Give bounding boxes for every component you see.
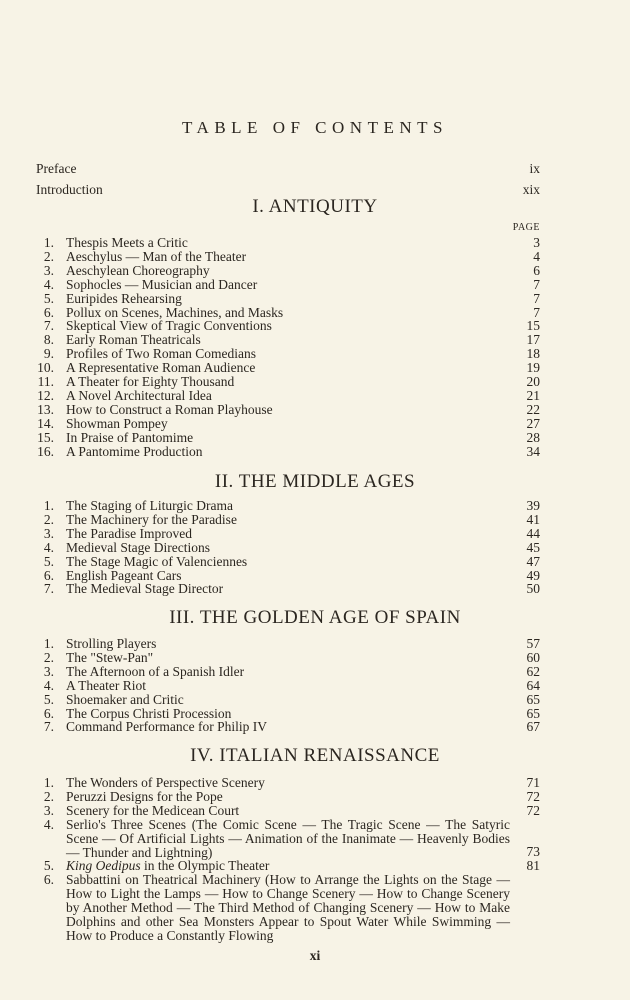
entry-number: 4. — [43, 276, 54, 292]
entry-page: 22 — [526, 401, 540, 417]
toc-row-page: xix — [522, 182, 540, 197]
toc-entry — [36, 873, 540, 943]
entry-page: 73 — [526, 844, 540, 860]
entry-title: The Paradise Improved — [66, 525, 192, 541]
entry-number: 11. — [37, 374, 54, 389]
entry-number: 6. — [43, 304, 54, 320]
entry-number: 1. — [43, 498, 54, 513]
entry-title-italic: King Oedipus — [66, 858, 141, 874]
toc-entry — [36, 790, 540, 804]
page-column-label: PAGE — [512, 222, 540, 233]
toc-entry — [36, 707, 540, 721]
toc-entry — [36, 417, 540, 431]
toc-entry — [36, 679, 540, 693]
entry-title: Scenery for the Medicean Court — [66, 802, 240, 818]
entry-number: 1. — [43, 775, 54, 790]
toc-entry — [36, 513, 540, 527]
entry-number: 5. — [43, 290, 54, 306]
entry-title — [66, 859, 510, 873]
entry-title: Medieval Stage Directions — [66, 539, 210, 555]
entry-page: 6 — [533, 262, 540, 278]
entry-page: 21 — [526, 387, 540, 403]
toc-entry — [36, 347, 540, 361]
toc-entry — [36, 499, 540, 513]
entry-number: 6. — [43, 705, 54, 721]
toc-entry — [36, 445, 540, 459]
entry-title: The Staging of Liturgic Drama — [66, 498, 233, 513]
toc-row-label: Introduction — [36, 182, 103, 197]
entry-page: 4 — [533, 248, 540, 264]
entry-title: A Novel Architectural Idea — [66, 387, 212, 403]
entry-title: The "Stew-Pan" — [66, 649, 154, 665]
entry-page: 34 — [526, 443, 540, 459]
entry-page: 67 — [526, 719, 540, 735]
entry-page: 71 — [526, 775, 540, 790]
entry-number: 3. — [43, 262, 54, 278]
entry-page: 45 — [526, 539, 540, 555]
entry-title: A Representative Roman Audience — [66, 360, 256, 376]
entry-number: 9. — [43, 346, 54, 362]
entry-title: Sabbattini on Theatrical Machinery (How to Arrange the Lights on the Stage — How to Light the Lamps — How to Change Scenery — How to Change Scenery by Another Method — The Third Method of Changing Scenery — How to Make Dolphins and other Sea Monsters Appear to Spout Water While Swimming — How to Produce a Constantly Flowing — [66, 872, 510, 944]
toc-entry — [36, 319, 540, 333]
entry-title: The Wonders of Perspective Scenery — [66, 775, 265, 790]
entry-title: Thespis Meets a Critic — [66, 235, 188, 250]
toc-entry — [36, 236, 540, 250]
entry-title-rest: in the Olympic Theater — [140, 858, 270, 874]
toc-entry — [36, 431, 540, 445]
entry-title: Aeschylean Choreography — [66, 262, 210, 278]
entry-page: 41 — [526, 511, 540, 527]
entry-number: 3. — [43, 802, 54, 818]
entry-title: A Theater Riot — [66, 677, 146, 693]
toc-entry — [36, 375, 540, 389]
entry-number: 12. — [37, 387, 54, 403]
toc-row-preface — [36, 162, 540, 176]
toc-entry — [36, 264, 540, 278]
entry-page: 17 — [526, 332, 540, 348]
entry-number: 4. — [43, 539, 54, 555]
entry-page: 65 — [526, 691, 540, 707]
entry-number: 7. — [43, 581, 54, 597]
toc-entry — [36, 527, 540, 541]
entry-number: 3. — [43, 663, 54, 679]
entry-number: 10. — [37, 360, 54, 376]
entry-page: 72 — [526, 802, 540, 818]
entry-title: In Praise of Pantomime — [66, 429, 194, 445]
entry-page: 7 — [533, 290, 540, 306]
toc-entry — [36, 582, 540, 596]
entry-number: 5. — [43, 553, 54, 569]
toc-entry — [36, 804, 540, 818]
entry-title: Showman Pompey — [66, 415, 168, 431]
entry-page: 44 — [526, 525, 540, 541]
toc-row-label: Preface — [36, 161, 77, 176]
section-heading: IV. ITALIAN RENAISSANCE — [190, 745, 440, 766]
entry-number: 6. — [43, 872, 54, 888]
entry-title: Profiles of Two Roman Comedians — [66, 346, 257, 362]
entry-number: 5. — [43, 691, 54, 707]
entry-title: Sophocles — Musician and Dancer — [66, 276, 258, 292]
entry-title: The Stage Magic of Valenciennes — [66, 553, 248, 569]
entry-number: 1. — [43, 235, 54, 250]
entry-number: 2. — [43, 248, 54, 264]
toc-row-page: ix — [529, 161, 540, 176]
entry-title: How to Construct a Roman Playhouse — [66, 401, 273, 417]
entry-title: Serlio's Three Scenes (The Comic Scene — The Tragic Scene — The Satyric Scene — Of Artificial Lights — Animation of the Inanimate — Heavenly Bodies — Thunder and Lightning) — [66, 816, 510, 860]
toc-entry — [36, 637, 540, 651]
entry-page: 81 — [526, 858, 540, 874]
entry-title: Shoemaker and Critic — [66, 691, 184, 707]
entry-page: 72 — [526, 788, 540, 804]
entry-page: 19 — [526, 360, 540, 376]
entry-page: 50 — [526, 581, 540, 597]
entry-title: Euripides Rehearsing — [66, 290, 182, 306]
toc-entry — [36, 720, 540, 734]
toc-entry — [36, 569, 540, 583]
toc-row-introduction — [36, 183, 540, 197]
toc-entry — [36, 403, 540, 417]
entry-number: 2. — [43, 511, 54, 527]
entry-number: 2. — [43, 788, 54, 804]
entry-page: 39 — [526, 498, 540, 513]
toc-entry — [36, 361, 540, 375]
toc-entry — [36, 541, 540, 555]
entry-number: 14. — [37, 415, 54, 431]
entry-number: 3. — [43, 525, 54, 541]
entry-title: Command Performance for Philip IV — [66, 719, 267, 735]
entry-page: 57 — [526, 636, 540, 651]
entry-page: 7 — [533, 304, 540, 320]
entry-page: 28 — [526, 429, 540, 445]
toc-entry — [36, 292, 540, 306]
page-number: xi — [309, 948, 321, 963]
toc-entry — [36, 665, 540, 679]
entry-number: 13. — [37, 401, 54, 417]
entry-title: The Corpus Christi Procession — [66, 705, 232, 721]
entry-title: The Medieval Stage Director — [66, 581, 224, 597]
section-heading: III. THE GOLDEN AGE OF SPAIN — [169, 607, 461, 628]
entry-title: Peruzzi Designs for the Pope — [66, 788, 223, 804]
toc-entry — [36, 555, 540, 569]
entry-number: 4. — [43, 677, 54, 693]
toc-entry — [36, 693, 540, 707]
entry-page: 62 — [526, 663, 540, 679]
entry-title: Aeschylus — Man of the Theater — [66, 248, 247, 264]
entry-number: 5. — [43, 858, 54, 874]
entry-number: 6. — [43, 567, 54, 583]
entry-page: 27 — [526, 415, 540, 431]
entry-title: A Theater for Eighty Thousand — [66, 374, 235, 389]
toc-entry — [36, 818, 540, 860]
entry-number: 2. — [43, 649, 54, 665]
entry-title: Strolling Players — [66, 636, 157, 651]
toc-entry — [36, 389, 540, 403]
toc-entry — [36, 250, 540, 264]
entry-page: 60 — [526, 649, 540, 665]
entry-page: 47 — [526, 553, 540, 569]
entry-title: A Pantomime Production — [66, 443, 203, 459]
toc-entry — [36, 651, 540, 665]
entry-title: The Machinery for the Paradise — [66, 511, 237, 527]
page-title: TABLE OF CONTENTS — [182, 118, 448, 137]
entry-page: 20 — [526, 374, 540, 389]
toc-entry — [36, 333, 540, 347]
entry-page: 65 — [526, 705, 540, 721]
entry-page: 15 — [526, 318, 540, 334]
entry-title: Skeptical View of Tragic Conventions — [66, 318, 272, 334]
entry-page: 49 — [526, 567, 540, 583]
toc-entry — [36, 306, 540, 320]
entry-title: English Pageant Cars — [66, 567, 182, 583]
entry-page: 18 — [526, 346, 540, 362]
entry-title: Early Roman Theatricals — [66, 332, 201, 348]
entry-title: Pollux on Scenes, Machines, and Masks — [66, 304, 284, 320]
entry-number: 7. — [43, 719, 54, 735]
section-heading: I. ANTIQUITY — [252, 196, 378, 217]
entry-number: 8. — [43, 332, 54, 348]
entry-title: The Afternoon of a Spanish Idler — [66, 663, 245, 679]
toc-entry — [36, 278, 540, 292]
entry-page: 64 — [526, 677, 540, 693]
entry-number: 15. — [37, 429, 54, 445]
entry-number: 4. — [43, 816, 54, 832]
toc-entry — [36, 776, 540, 790]
entry-number: 7. — [43, 318, 54, 334]
entry-page: 3 — [533, 235, 540, 250]
entry-page: 7 — [533, 276, 540, 292]
entry-number: 1. — [43, 636, 54, 651]
entry-number: 16. — [37, 443, 54, 459]
section-heading: II. THE MIDDLE AGES — [214, 471, 416, 492]
toc-entry — [36, 859, 540, 873]
